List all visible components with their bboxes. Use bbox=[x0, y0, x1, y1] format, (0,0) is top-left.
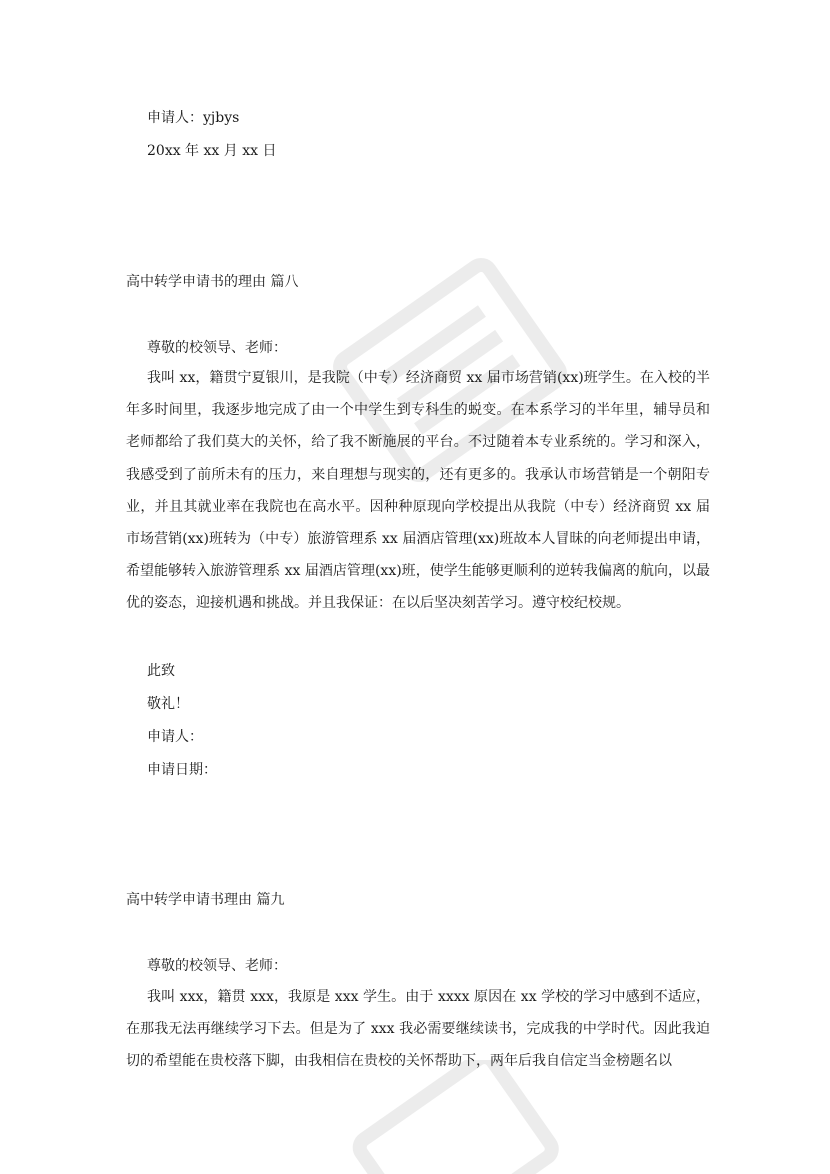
section-9-salutation: 尊敬的校领导、老师： bbox=[147, 958, 287, 974]
section-8-title: 高中转学申请书的理由 篇八 bbox=[126, 274, 299, 290]
section-8-applicant: 申请人： bbox=[147, 729, 203, 745]
section-9-title: 高中转学申请书理由 篇九 bbox=[126, 892, 285, 908]
section-8-closing-1: 此致 bbox=[147, 663, 175, 679]
section-8-closing-2: 敬礼！ bbox=[147, 696, 189, 712]
date-signature-line: 20xx 年 xx 月 xx 日 bbox=[147, 143, 277, 159]
section-8-salutation: 尊敬的校领导、老师： bbox=[147, 340, 287, 356]
section-8-date: 申请日期： bbox=[147, 762, 217, 778]
section-9-body: 我叫 xxx，籍贯 xxx，我原是 xxx 学生。由于 xxxx 原因在 xx 学校的学习中感到不适应，在那我无法再继续学习下去。但是为了 xxx 我必需要继续读书，完成我的中学时代。因此我迫切的希望能在贵校落下脚，由我相信在贵校的关怀帮助下，两年后我自信定当金榜题名以 bbox=[126, 989, 710, 1070]
applicant-signature-line: 申请人：yjbys bbox=[147, 110, 240, 126]
section-8-body: 我叫 xx，籍贯宁夏银川，是我院（中专）经济商贸 xx 届市场营销(xx)班学生。在入校的半年多时间里，我逐步地完成了由一个中学生到专科生的蜕变。在本系学习的半年里，辅导员和老师都给了我们莫大的关怀，给了我不断施展的平台。不过随着本专业系统的。学习和深入，我感受到了前所未有的压力，来自理想与现实的，还有更多的。我承认市场营销是一个朝阳专业，并且其就业率在我院也在高水平。因种种原现向学校提出从我院（中专）经济商贸 xx 届市场营销(xx)班转为（中专）旅游管理系 xx 届酒店管理(xx)班故本人冒昧的向老师提出申请，希望能够转入旅游管理系 xx 届酒店管理(xx)班，使学生能够更顺利的逆转我偏离的航向，以最优的姿态，迎接机遇和挑战。并且我保证：在以后坚决刻苦学习。遵守校纪校规。 bbox=[126, 370, 710, 612]
